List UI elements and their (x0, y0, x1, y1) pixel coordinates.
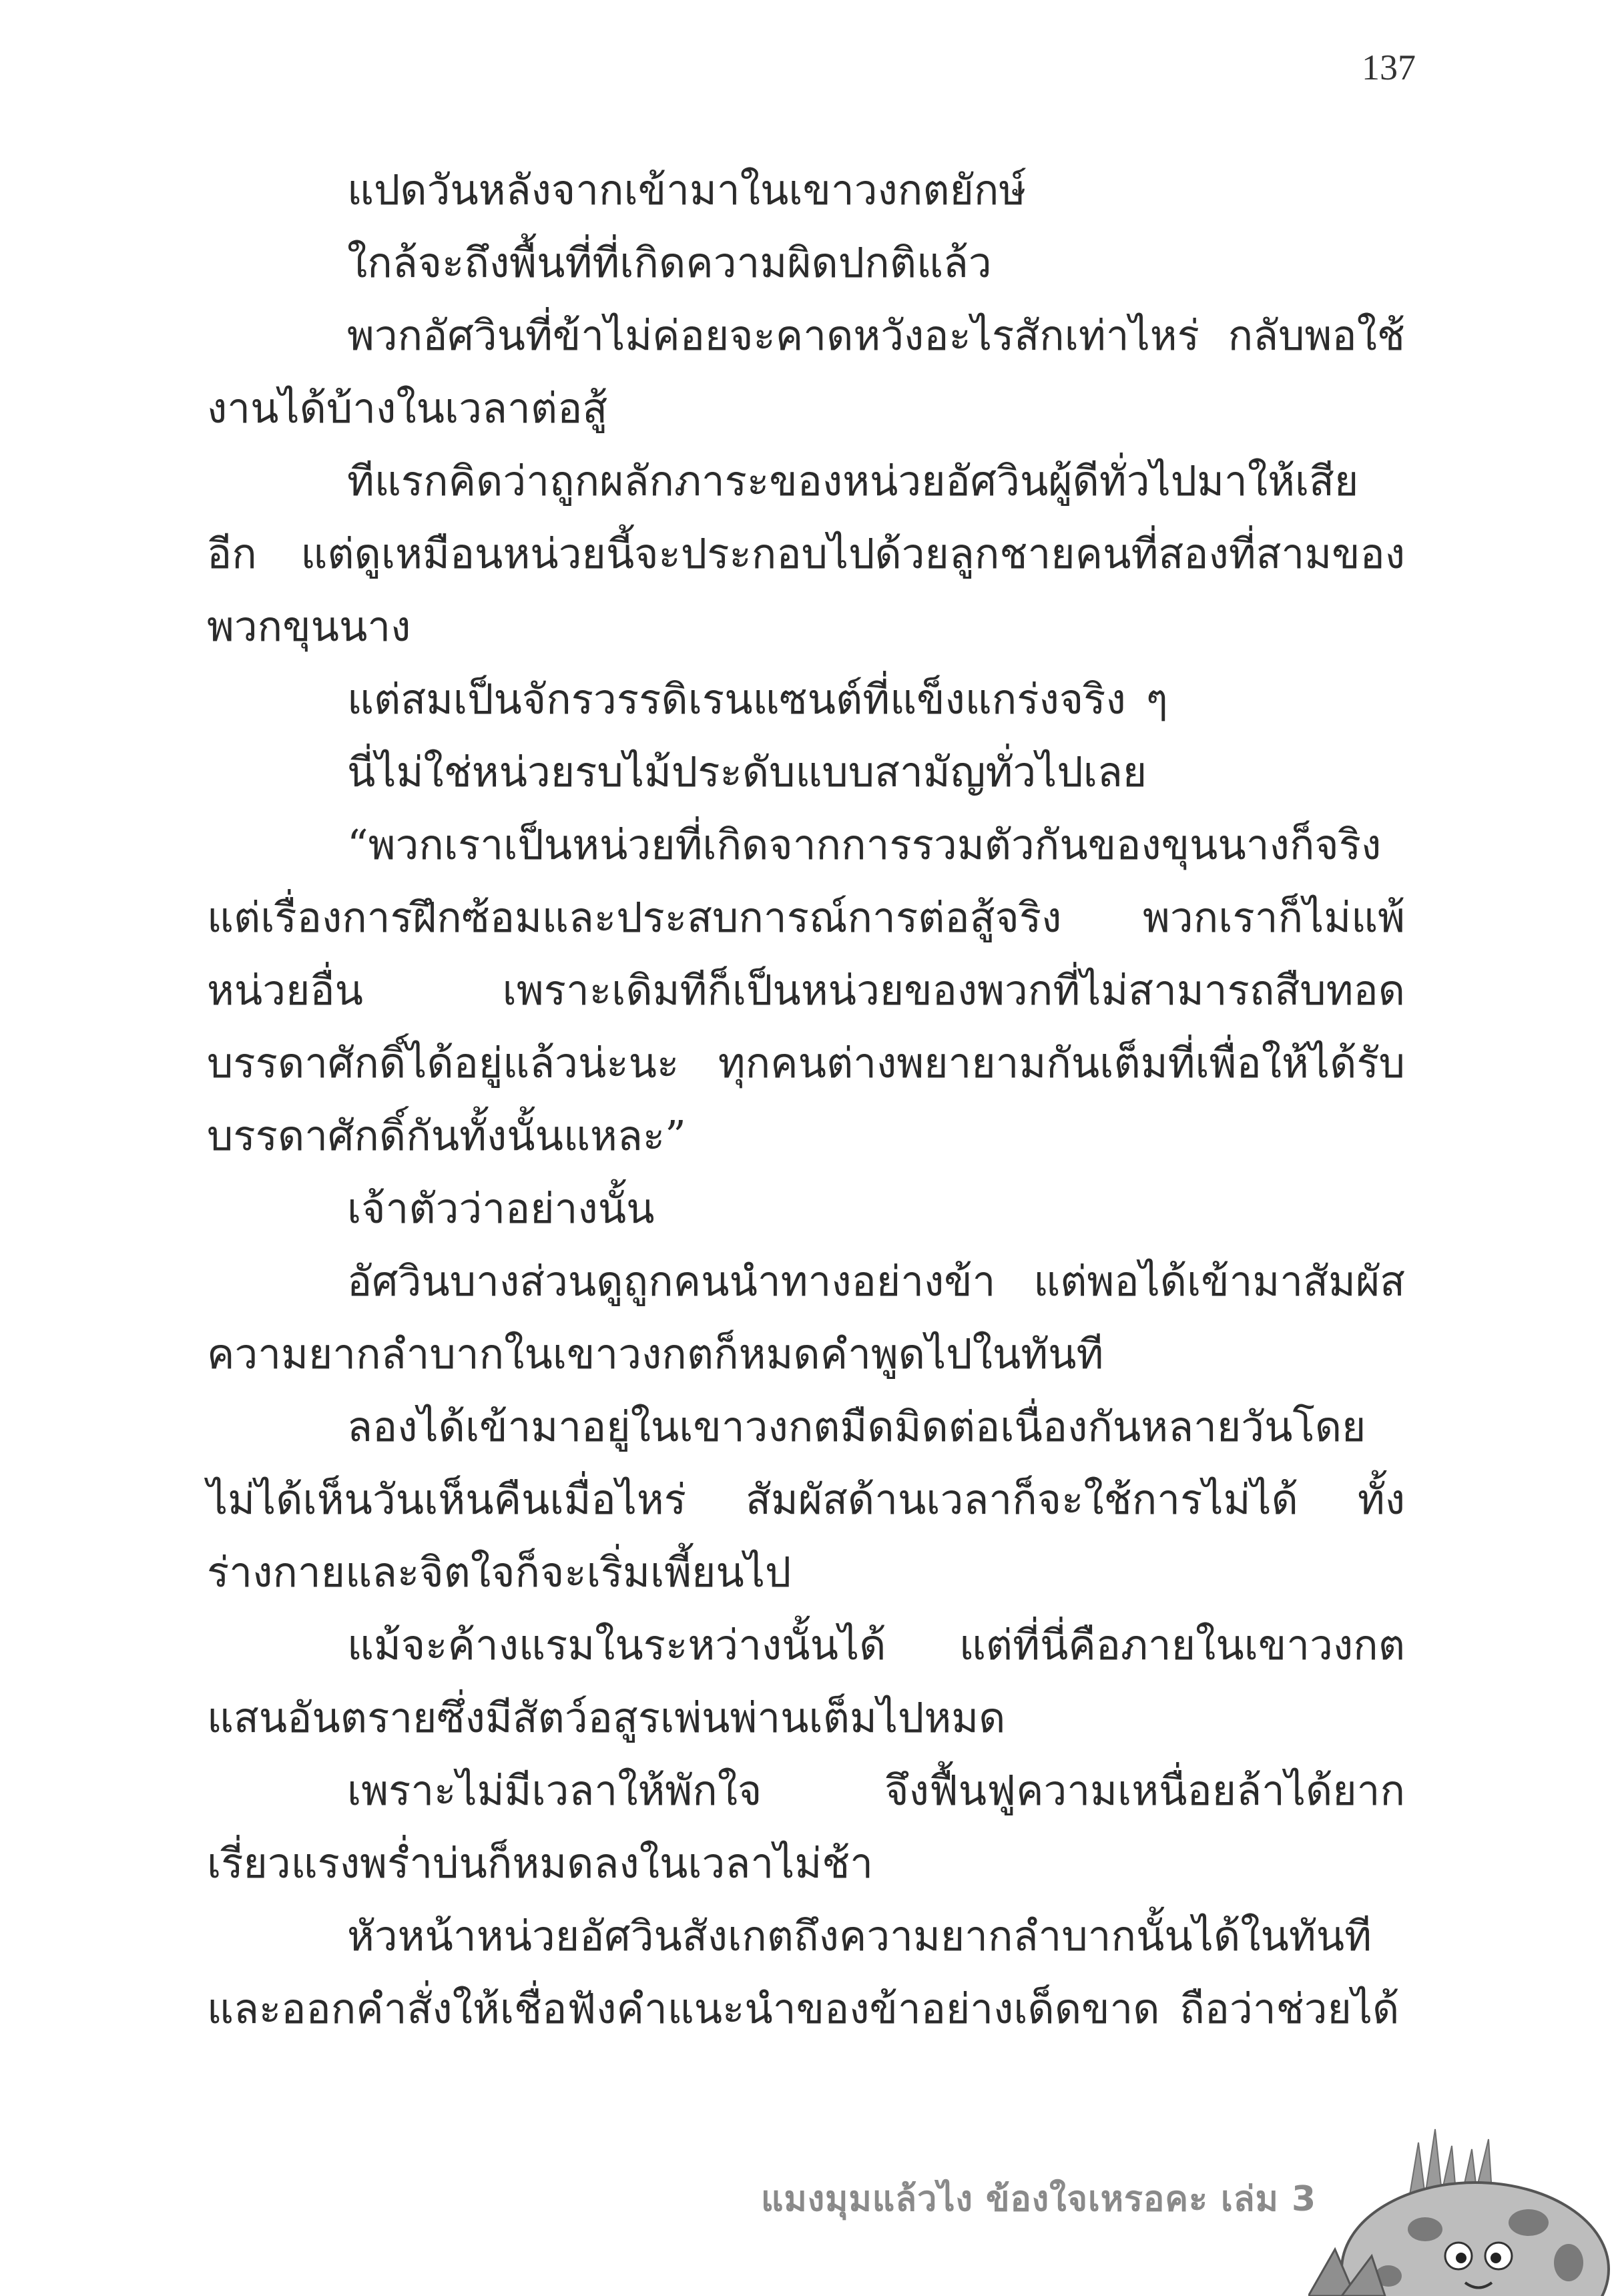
paragraph: “พวกเราเป็นหน่วยที่เกิดจากการรวมตัวกันของขุนนางก็จริง แต่เรื่องการฝึกซ้อมและประสบการณ์การต่อสู้จริง พวกเราก็ไม่แพ้หน่วยอื่น เพราะเดิมทีก็เป็นหน่วยของพวกที่ไม่สามารถสืบทอดบรรดาศักดิ์ได้อยู่แล้วน่ะนะ ทุกคนต่างพยายามกันเต็มที่เพื่อให้ได้รับบรรดาศักดิ์กันทั้งนั้นแหละ” (207, 820, 1405, 1160)
paragraph: ใกล้จะถึงพื้นที่ที่เกิดความผิดปกติแล้ว (347, 238, 992, 287)
paragraph: อัศวินบางส่วนดูถูกคนนำทางอย่างข้า แต่พอได้เข้ามาสัมผัสความยากลำบากในเขาวงกตก็หมดคำพูดไปในทันที (207, 1257, 1405, 1378)
paragraph: เพราะไม่มีเวลาให้พักใจ จึงฟื้นฟูความเหนื่อยล้าได้ยาก เรี่ยวแรงพร่ำบ่นก็หมดลงในเวลาไม่ช้า (207, 1766, 1405, 1888)
paragraph: ลองได้เข้ามาอยู่ในเขาวงกตมืดมิดต่อเนื่องกันหลายวันโดยไม่ได้เห็นวันเห็นคืนเมื่อไหร่ สัมผัสด้านเวลาก็จะใช้การไม่ได้ ทั้งร่างกายและจิตใจก็จะเริ่มเพี้ยนไป (207, 1402, 1405, 1597)
paragraph: นี่ไม่ใช่หน่วยรบไม้ประดับแบบสามัญทั่วไปเลย (347, 748, 1147, 796)
running-footer-title: แมงมุมแล้วไง ข้องใจเหรอคะ เล่ม 3 (761, 2179, 1317, 2219)
body-text (207, 154, 1405, 2045)
spider-egg-mascot-icon (1308, 2122, 1612, 2296)
paragraph: หัวหน้าหน่วยอัศวินสังเกตถึงความยากลำบากนั้นได้ในทันทีและออกคำสั่งให้เชื่อฟังคำแนะนำของข้าอย่างเด็ดขาด ถือว่าช่วยได้ (207, 1912, 1400, 2033)
paragraph: ทีแรกคิดว่าถูกผลักภาระของหน่วยอัศวินผู้ดีทั่วไปมาให้เสียอีก แต่ดูเหมือนหน่วยนี้จะประกอบไปด้วยลูกชายคนที่สองที่สามของพวกขุนนาง (207, 457, 1405, 651)
page-number: 137 (1362, 47, 1416, 87)
paragraph: แปดวันหลังจากเข้ามาในเขาวงกตยักษ์ (347, 166, 1027, 214)
paragraph: เจ้าตัวว่าอย่างนั้น (347, 1184, 655, 1233)
paragraph: พวกอัศวินที่ข้าไม่ค่อยจะคาดหวังอะไรสักเท่าไหร่ กลับพอใช้งานได้บ้างในเวลาต่อสู้ (207, 311, 1405, 433)
paragraph: แต่สมเป็นจักรวรรดิเรนแซนต์ที่แข็งแกร่งจริง ๆ (347, 675, 1168, 724)
paragraph: แม้จะค้างแรมในระหว่างนั้นได้ แต่ที่นี่คือภายในเขาวงกตแสนอันตรายซึ่งมีสัตว์อสูรเพ่นพ่านเต็มไปหมด (207, 1621, 1405, 1742)
